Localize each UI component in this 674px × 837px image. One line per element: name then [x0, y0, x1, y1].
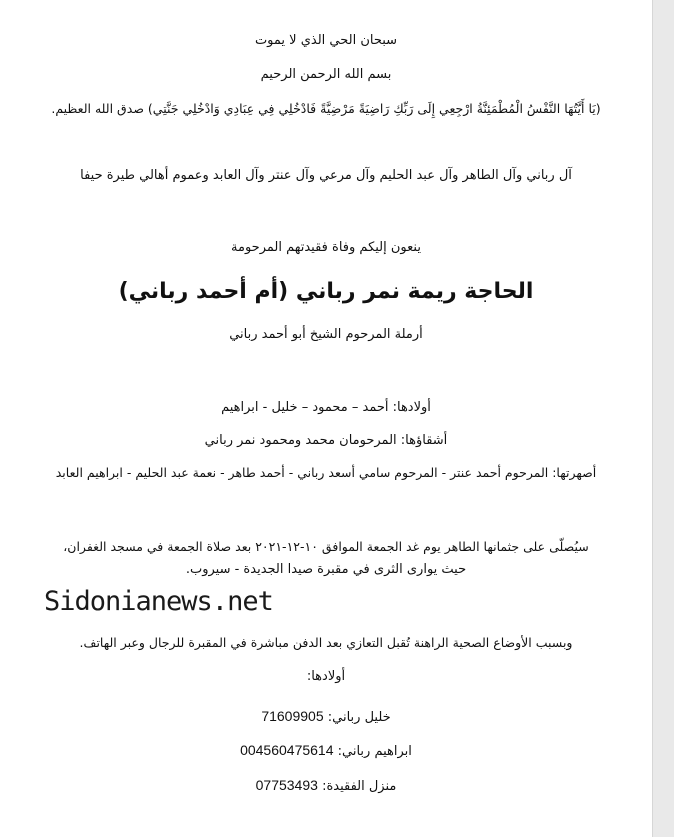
page-edge	[652, 0, 674, 837]
funeral-line-1: سيُصلّى على جثمانها الطاهر يوم غد الجمعة الموافق ١٠-١٢-٢٠٢١ بعد صلاة الجمعة في مسجد الغفران،	[63, 539, 589, 554]
contact-label: ابراهيم رباني:	[337, 744, 412, 759]
contact-home	[0, 775, 652, 797]
funeral-line-2: حيث يوارى الثرى في مقبرة صيدا الجديدة - سيروب.	[185, 562, 467, 577]
contact-number: 71609905	[261, 708, 324, 724]
in-laws-line: أصهرتها: المرحوم أحمد عنتر - المرحوم سامي أسعد رباني - أحمد طاهر - نعمة عبد الحليم - ابراهيم العابد	[55, 465, 597, 480]
announcement-line: ينعون إليكم وفاة فقيدتهم المرحومة	[231, 240, 421, 255]
sons-line: أولادها: أحمد – محمود – خليل - ابراهيم	[221, 400, 431, 415]
contact-label: منزل الفقيدة:	[322, 779, 397, 794]
condolences-line: وبسبب الأوضاع الصحية الراهنة تُقبل التعازي بعد الدفن مباشرة في المقبرة للرجال وعبر الهاتف.	[79, 635, 573, 650]
contacts-heading: أولادها:	[306, 669, 346, 684]
deceased-name: الحاجة ريمة نمر رباني (أم أحمد رباني)	[118, 279, 534, 304]
contact-label: خليل رباني:	[327, 710, 391, 725]
basmala: بسم الله الرحمن الرحيم	[260, 67, 392, 82]
site-watermark: Sidonianews.net	[44, 586, 273, 617]
opening-phrase: سبحان الحي الذي لا يموت	[254, 33, 398, 48]
contact-number: 004560475614	[240, 742, 334, 758]
contact-number: 07753493	[255, 777, 318, 793]
quran-verse: (يَا أَيَّتُهَا النَّفْسُ الْمُطْمَئِنَّةُ ارْجِعِي إِلَى رَبِّكِ رَاضِيَةً مَرْضِيَّةً فَادْخُلِي فِي عِبَادِي وَادْخُلِي جَنَّتِي) صدق الله العظيم.	[51, 101, 601, 116]
widow-of-line: أرملة المرحوم الشيخ أبو أحمد رباني	[229, 327, 423, 342]
families-line: آل رباني وآل الطاهر وآل عبد الحليم وآل مرعي وآل عنتر وآل العابد وعموم أهالي طيرة حيفا	[80, 168, 572, 183]
contact-ibrahim	[0, 740, 652, 762]
contact-khalil	[0, 706, 652, 728]
brothers-line: أشقاؤها: المرحومان محمد ومحمود نمر رباني	[204, 433, 448, 448]
